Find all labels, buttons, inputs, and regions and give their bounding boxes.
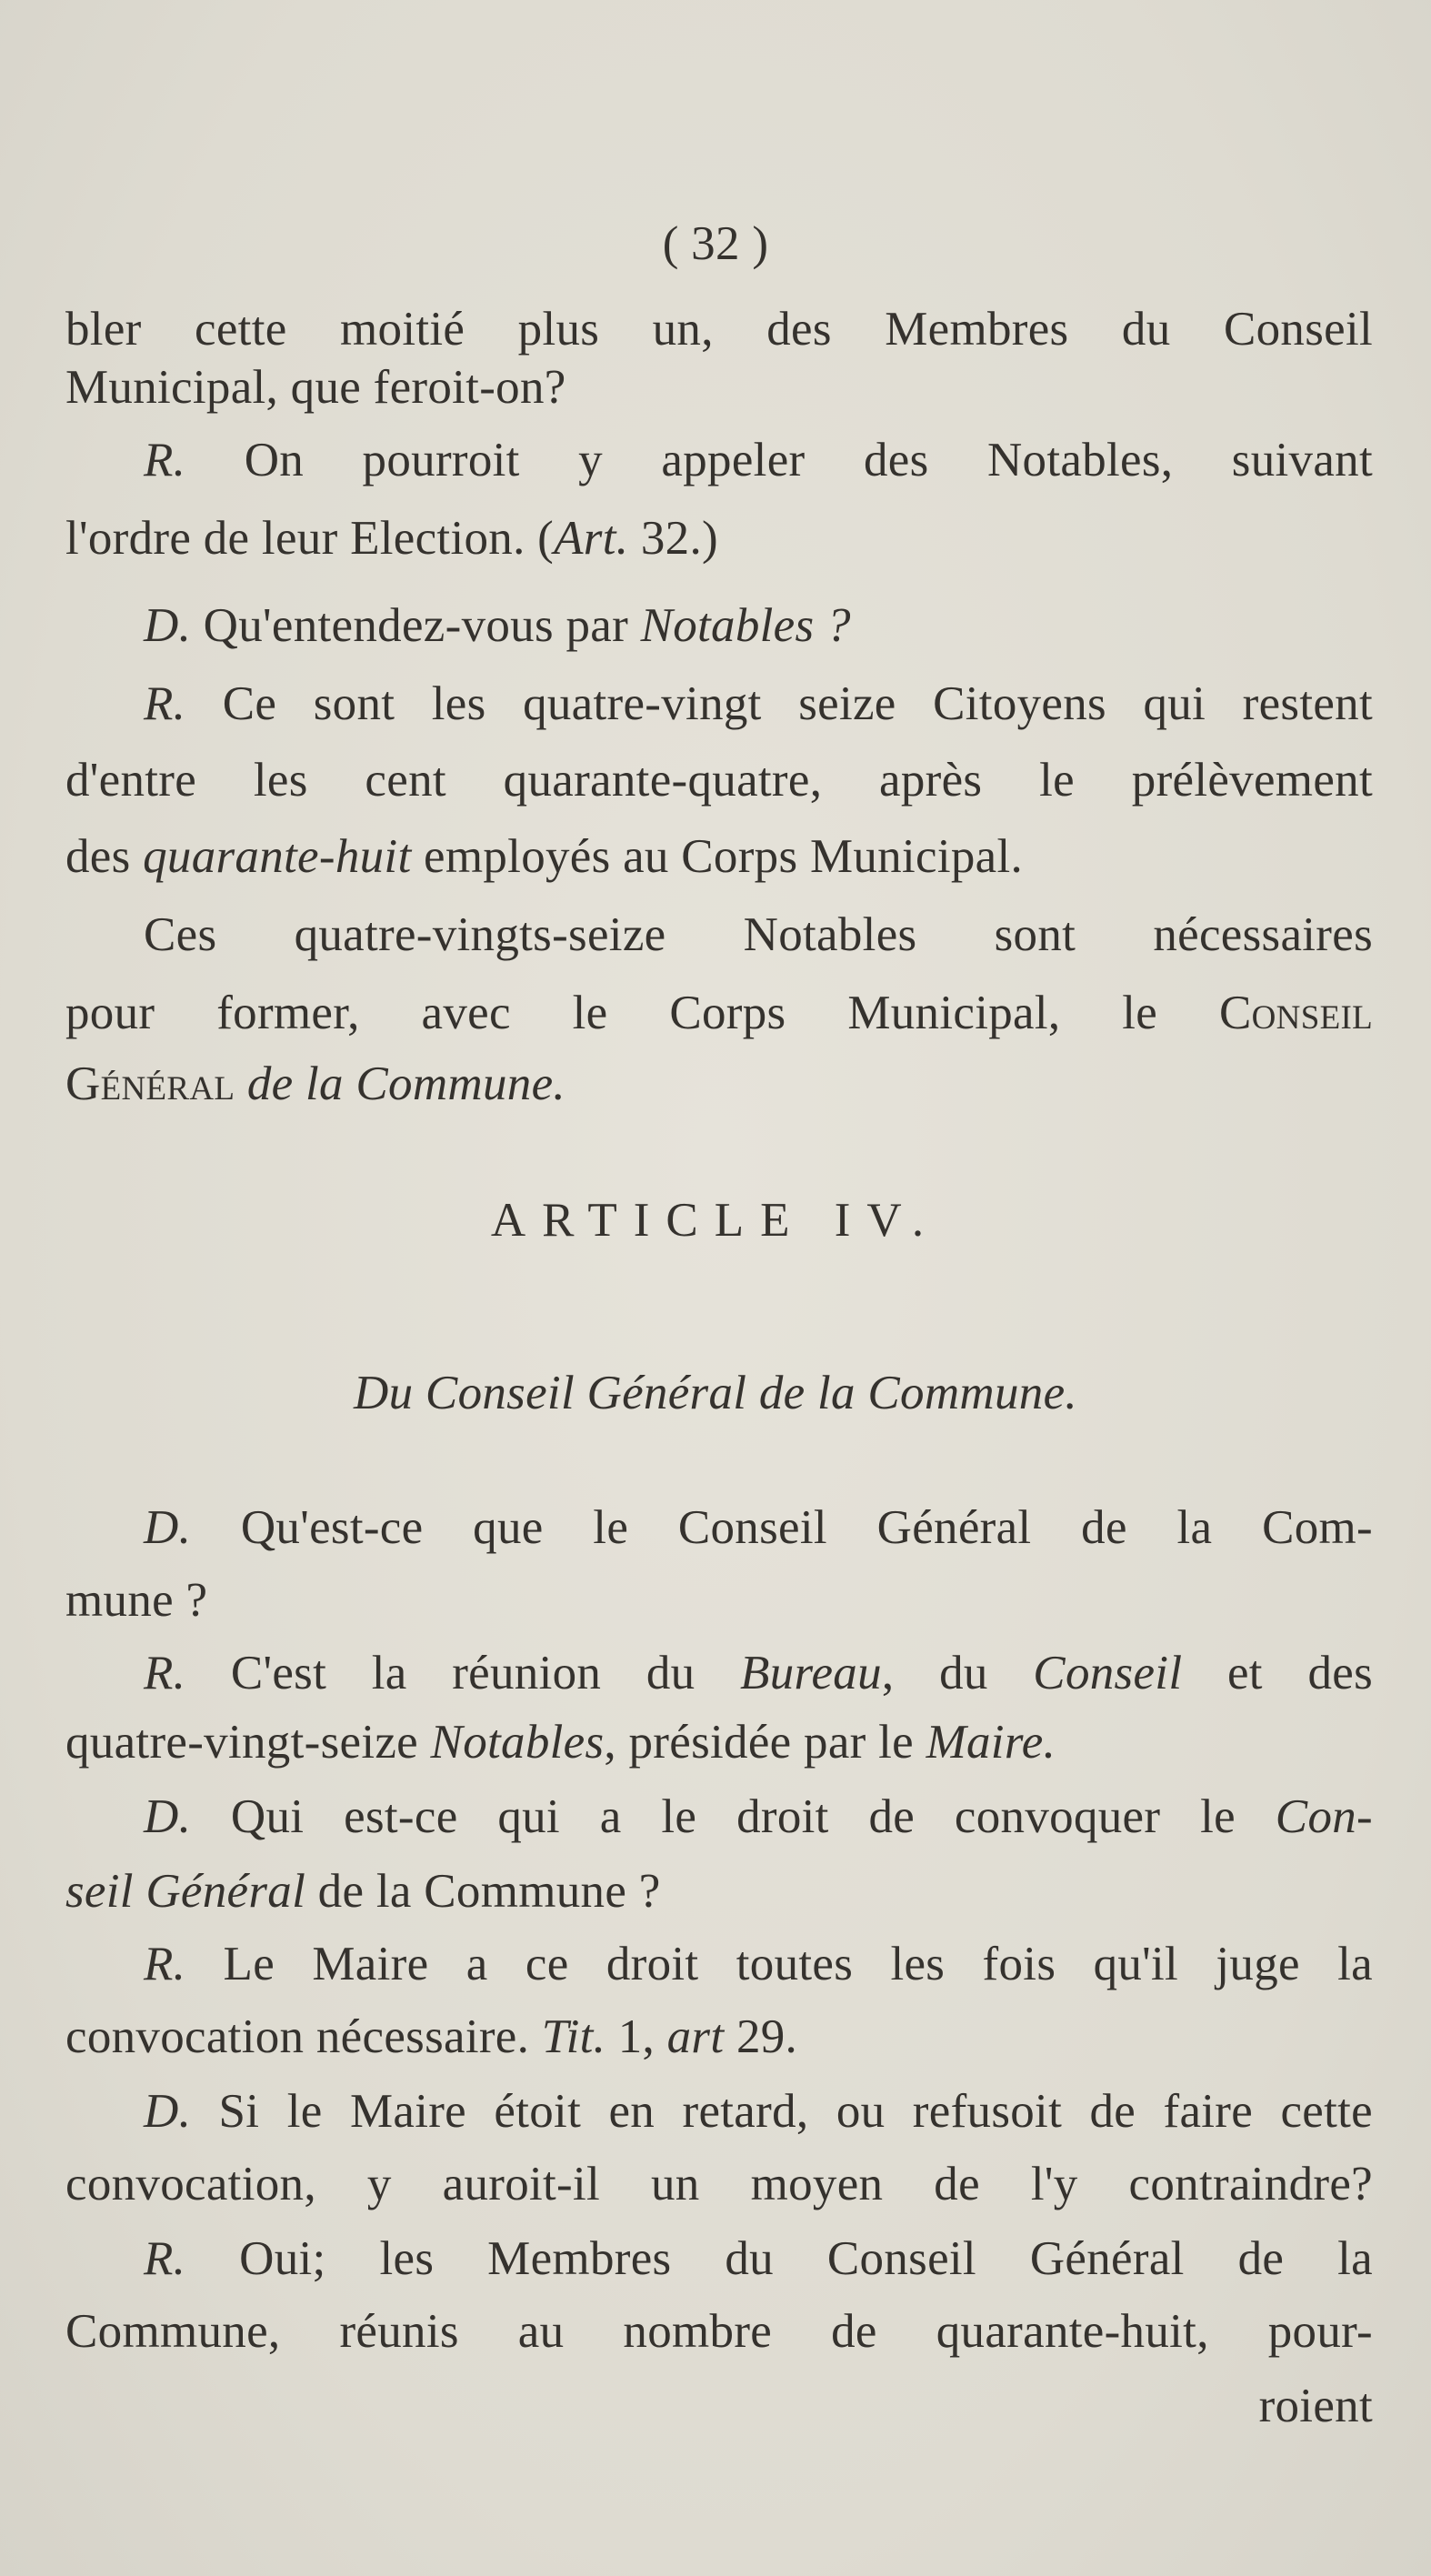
text-line: d'entre les cent quarante-quatre, après le prélèvement — [65, 754, 1373, 807]
text-line: bler cette moitié plus un, des Membres du Conseil — [65, 303, 1373, 356]
text-line: convocation nécessaire. Tit. 1, art 29. — [65, 2010, 798, 2063]
text-line: Ces quatre-vingts-seize Notables sont nécessaires — [144, 908, 1373, 961]
text-line: R. Ce sont les quatre-vingt seize Citoyens qui restent — [144, 677, 1373, 730]
text-line: Commune, réunis au nombre de quarante-huit, pour- — [65, 2305, 1373, 2358]
text-line: D. Qu'est-ce que le Conseil Général de la Com- — [144, 1501, 1373, 1554]
text-line: seil Général de la Commune ? — [65, 1865, 661, 1918]
section-title: ARTICLE IV. — [490, 1194, 941, 1247]
catchword: roient — [1258, 2380, 1373, 2432]
text-line: pour former, avec le Corps Municipal, le Conseil — [65, 987, 1373, 1039]
section-subtitle: Du Conseil Général de la Commune. — [354, 1367, 1077, 1419]
text-line: l'ordre de leur Election. (Art. 32.) — [65, 512, 718, 565]
text-line: convocation, y auroit-il un moyen de l'y contraindre? — [65, 2158, 1373, 2210]
text-line: mune ? — [65, 1574, 208, 1627]
text-line: D. Qui est-ce qui a le droit de convoquer le Con- — [144, 1790, 1373, 1843]
text-line: D. Si le Maire étoit en retard, ou refusoit de faire cette — [144, 2085, 1373, 2138]
text-line: R. C'est la réunion du Bureau, du Conseil et des — [144, 1647, 1373, 1699]
text-line: D. Qu'entendez-vous par Notables ? — [144, 599, 851, 652]
text-line: R. Oui; les Membres du Conseil Général de la — [144, 2232, 1373, 2285]
page-number: ( 32 ) — [662, 217, 769, 270]
text-line: Municipal, que feroit-on? — [65, 361, 566, 414]
text-line: Général de la Commune. — [65, 1057, 565, 1110]
text-line: R. Le Maire a ce droit toutes les fois qu'il juge la — [144, 1938, 1373, 1990]
text-line: quatre-vingt-seize Notables, présidée par le Maire. — [65, 1716, 1056, 1769]
text-line: R. On pourroit y appeler des Notables, suivant — [144, 434, 1373, 486]
text-line: des quarante-huit employés au Corps Municipal. — [65, 830, 1024, 883]
